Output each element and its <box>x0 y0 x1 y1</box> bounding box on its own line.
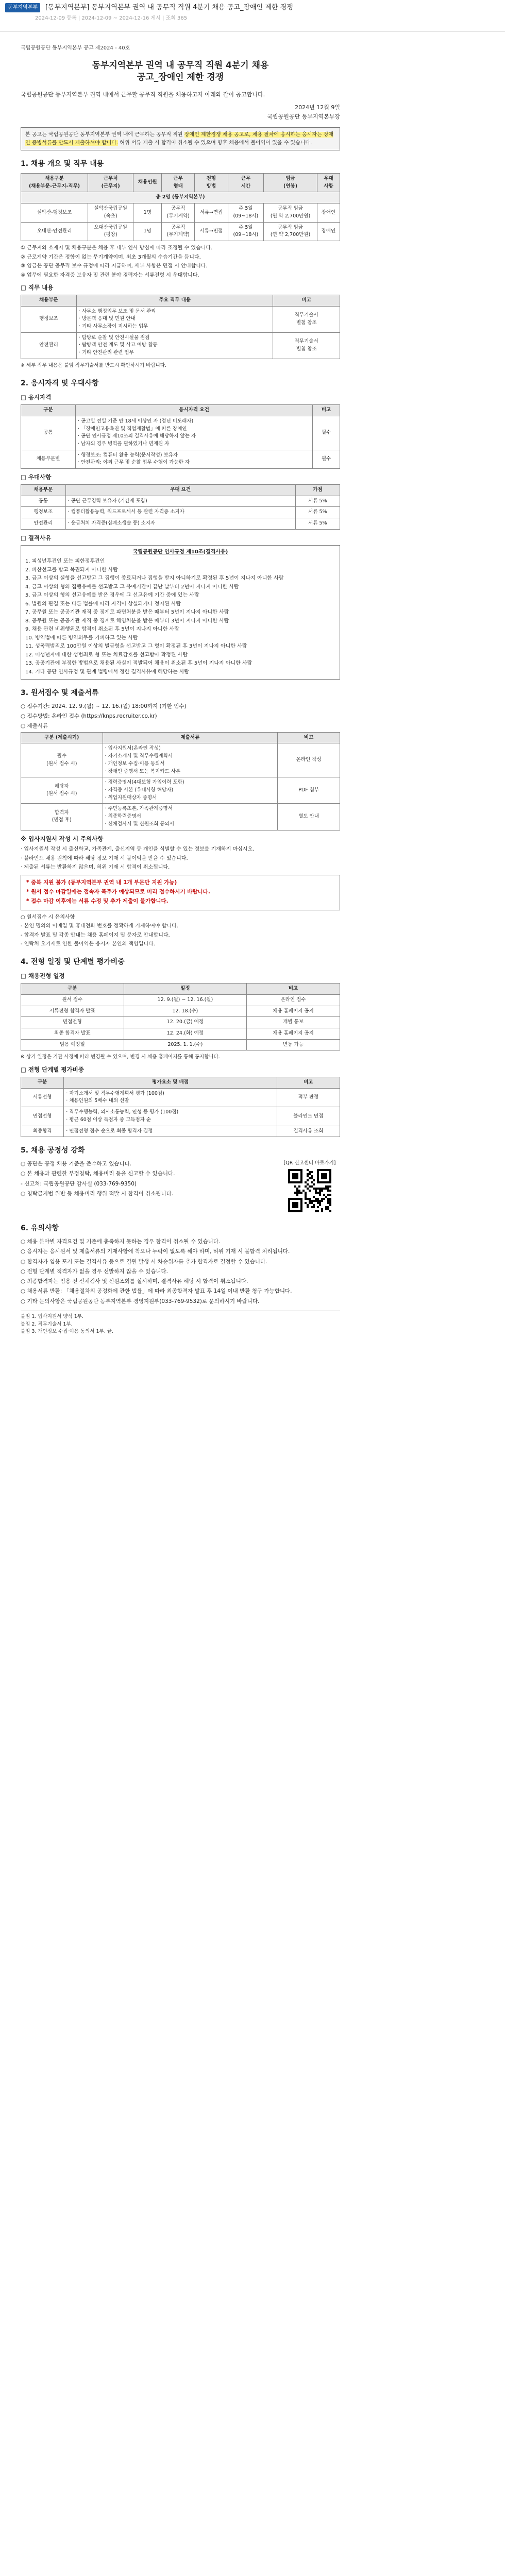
overview-header: 근무처 (근무지) <box>88 174 133 192</box>
post-meta: 2024-12-09 등록 | 2024-12-09 ~ 2024-12-16 게시 | 조회 365 <box>35 15 188 21</box>
sign-name: 국립공원공단 동부지역본부장 <box>267 113 340 120</box>
fairness-line: ○ 청탁금지법 위반 등 채용비리 행위 적발 시 합격이 취소됩니다. <box>21 1190 174 1197</box>
preference-header: 우대 요건 <box>65 484 295 496</box>
document-cell: 별도 안내 <box>278 804 340 830</box>
overview-cell: 1명 <box>133 222 162 241</box>
application-notes-title: ※ 입사지원서 작성 시 주의사항 <box>21 835 104 842</box>
schedule-note: ※ 상기 일정은 기관 사정에 따라 변경될 수 있으며, 변경 시 채용 홈페이지를 통해 공지합니다. <box>21 1054 220 1060</box>
preference-cell: · 공단 근무경력 보유자 (기간제 포함) <box>65 496 295 507</box>
requirement-cell: · 공고일 전일 기준 만 18세 이상인 자 (정년 미도래자) · 「장애인고용촉진 및 직업재활법」에 따른 장애인 · 공단 인사규정 제10조의 결격사유에 해당하지 않는 자 · 남자의 경우 병역을 필하였거나 면제된 자 <box>76 416 313 450</box>
evaluation-cell: 결격사유 조회 <box>277 1126 340 1137</box>
requirement-cell: 필수 <box>313 450 340 468</box>
notice-number: 국립공원공단 동부지역본부 공고 제2024 - 40호 <box>21 45 130 51</box>
caution-item: ○ 합격자가 임용 포기 또는 결격사유 등으로 결원 발생 시 차순위자를 추가 합격자로 결정할 수 있습니다. <box>21 1258 267 1265</box>
duty-cell: · 탐방로 순찰 및 안전시설물 점검 · 탐방객 안전 계도 및 사고 예방 활동 · 기타 안전관리 관련 업무 <box>76 332 273 359</box>
notice-title <box>21 60 340 84</box>
schedule-cell: 채용 홈페이지 공지 <box>247 1006 340 1017</box>
post-header <box>0 0 505 32</box>
disqualification-line: 8. 공무원 또는 공공기관 재직 중 징계로 해임처분을 받은 때부터 3년이 지나지 아니한 사람 <box>25 618 229 624</box>
disqualification-line: 13. 공공기관에 부정한 방법으로 채용된 사실이 적발되어 채용이 취소된 후 5년이 지나지 아니한 사람 <box>25 660 252 667</box>
overview-cell: 주 5일 (09~18시) <box>228 222 263 241</box>
application-bullets <box>21 702 340 731</box>
duty-header: 비고 <box>273 295 340 306</box>
schedule-cell: 서류전형 합격자 발표 <box>21 1006 124 1017</box>
fairness-row <box>21 1160 340 1215</box>
application-bullet: ○ 접수기간: 2024. 12. 9.(월) ~ 12. 16.(월) 18:00까지 (기한 엄수) <box>21 703 187 709</box>
caution-line: * 접수 마감 이후에는 서류 수정 및 추가 제출이 불가합니다. <box>26 898 169 905</box>
schedule-cell: 12. 20.(금) 예정 <box>124 1017 246 1028</box>
overview-cell: 1명 <box>133 204 162 222</box>
requirements-table <box>21 404 340 469</box>
overview-header: 채용구분 (채용부문-근무지-직무) <box>21 174 88 192</box>
section-2-title: 2. 응시자격 및 우대사항 <box>21 379 99 387</box>
duty-note: ※ 세부 직무 내용은 붙임 직무기술서를 반드시 확인하시기 바랍니다. <box>21 362 166 368</box>
evaluation-cell: · 면접전형 점수 순으로 최종 합격자 결정 <box>64 1126 277 1137</box>
schedule-cell: 12. 9.(월) ~ 12. 16.(월) <box>124 994 246 1006</box>
document-row <box>21 804 340 830</box>
overview-note: ① 근무지와 소재지 및 채용구분은 채용 후 내부 인사 방침에 따라 조정될 수 있습니다. <box>21 245 213 251</box>
duty-cell: 직무기술서 별첨 참조 <box>273 332 340 359</box>
schedule-cell: 면접전형 <box>21 1017 124 1028</box>
caution-item: ○ 전형 단계별 적격자가 없을 경우 선발하지 않을 수 있습니다. <box>21 1268 168 1275</box>
preference-row <box>21 496 340 507</box>
disqualification-title: □ 결격사유 <box>21 534 52 541</box>
evaluation-cell: 블라인드 면접 <box>277 1107 340 1126</box>
document-cell: 온라인 작성 <box>278 743 340 777</box>
requirement-header: 구분 <box>21 405 76 416</box>
requirement-row <box>21 416 340 450</box>
notice-signature <box>21 103 340 121</box>
preference-row <box>21 507 340 518</box>
warning-text-b: 허위 서류 제출 시 합격이 취소될 수 있으며 향후 채용에서 불이익이 있을 수 있습니다. <box>118 140 312 146</box>
caution-lines <box>21 1238 340 1306</box>
preference-cell: 공통 <box>21 496 66 507</box>
schedule-row <box>21 1017 340 1028</box>
duty-row <box>21 332 340 359</box>
overview-cell: 공무직 임금 (연 약 2,700만원) <box>264 204 317 222</box>
evaluation-cell: 최종합격 <box>21 1126 64 1137</box>
schedule-cell: 채용 홈페이지 공지 <box>247 1028 340 1040</box>
preference-header: 채용부문 <box>21 484 66 496</box>
document-row <box>21 743 340 777</box>
disqualification-line: 9. 채용 관련 비위행위로 합격이 취소된 후 5년이 지나지 아니한 사람 <box>25 626 179 633</box>
overview-cell: 설악산국립공원 (속초) <box>88 204 133 222</box>
schedule-row <box>21 1039 340 1050</box>
document-cell: 필수 (원서 접수 시) <box>21 743 103 777</box>
requirements-title: □ 응시자격 <box>21 394 52 401</box>
duty-cell: · 사무소 행정업무 보조 및 문서 관리 · 방문객 응대 및 민원 안내 · 기타 사무소장이 지시하는 업무 <box>76 306 273 332</box>
document-cell: 해당자 (원서 접수 시) <box>21 777 103 804</box>
evaluation-table <box>21 1077 340 1137</box>
schedule-header: 구분 <box>21 984 124 995</box>
schedule-row <box>21 1006 340 1017</box>
overview-cell: 장애인 <box>317 204 340 222</box>
disqualification-line: 11. 성폭력범죄로 100만원 이상의 벌금형을 선고받고 그 형이 확정된 후 3년이 지나지 아니한 사람 <box>25 643 247 650</box>
section-5-title: 5. 채용 공정성 강화 <box>21 1146 85 1155</box>
overview-cell: 주 5일 (09~18시) <box>228 204 263 222</box>
overview-header: 근무 형태 <box>162 174 195 192</box>
preference-header: 가점 <box>295 484 340 496</box>
schedule-title: □ 채용전형 일정 <box>21 972 65 980</box>
disqualification-line: 10. 병역법에 따른 병역의무를 기피하고 있는 사람 <box>25 635 138 641</box>
duty-cell: 안전관리 <box>21 332 77 359</box>
overview-cell: 공무직 (무기계약) <box>162 204 195 222</box>
preference-cell: · 컴퓨터활용능력, 워드프로세서 등 관련 자격증 소지자 <box>65 507 295 518</box>
evaluation-title: □ 전형 단계별 평가비중 <box>21 1066 84 1074</box>
evaluation-row <box>21 1107 340 1126</box>
overview-header: 전형 방법 <box>195 174 228 192</box>
evaluation-header: 구분 <box>21 1077 64 1088</box>
disqualification-line: 7. 공무원 또는 공공기관 재직 중 징계로 파면처분을 받은 때부터 5년이 지나지 아니한 사람 <box>25 609 229 616</box>
notice-document <box>21 44 340 1336</box>
overview-cell: 서류→면접 <box>195 222 228 241</box>
caution-line: * 원서 접수 마감일에는 접속자 폭주가 예상되므로 미리 접수하시기 바랍니다. <box>26 889 210 895</box>
overview-header: 임금 (연봉) <box>264 174 317 192</box>
evaluation-row <box>21 1088 340 1107</box>
overview-cell: 설악산-행정보조 <box>21 204 88 222</box>
document-cell: · 경력증명서(4대보험 가입이력 포함) · 자격증 사본 (우대사항 해당자) · 취업지원대상자 증명서 <box>103 777 278 804</box>
disqualification-box-title: 국립공원공단 인사규정 제10조(결격사유) <box>132 549 228 555</box>
qr-block[interactable] <box>279 1160 340 1215</box>
schedule-table <box>21 983 340 1050</box>
duty-cell: 직무기술서 별첨 참조 <box>273 306 340 332</box>
schedule-row <box>21 1028 340 1040</box>
overview-notes <box>21 244 340 279</box>
disqualification-line: 1. 피성년후견인 또는 피한정후견인 <box>25 558 105 565</box>
application-note: · 제출된 서류는 반환하지 않으며, 허위 기재 시 합격이 취소됩니다. <box>21 865 170 871</box>
warning-text-a: 본 공고는 국립공원공단 동부지역본부 권역 내에 근무하는 공무직 직원 <box>25 132 184 138</box>
overview-cell: 서류→면접 <box>195 204 228 222</box>
requirement-header: 비고 <box>313 405 340 416</box>
section-4-title: 4. 전형 일정 및 단계별 평가비중 <box>21 957 125 966</box>
disqualification-line: 5. 금고 이상의 형의 선고유예를 받은 경우에 그 선고유예 기간 중에 있는 사람 <box>25 592 199 599</box>
attachments-footnote <box>21 1311 340 1336</box>
document-cell: PDF 첨부 <box>278 777 340 804</box>
evaluation-row <box>21 1126 340 1137</box>
preference-title: □ 우대사항 <box>21 473 52 481</box>
application-bullet: ○ 제출서류 <box>21 723 48 730</box>
application-caution-box <box>21 875 340 910</box>
overview-note: ④ 업무에 필요한 자격증 보유자 및 관련 분야 경력자는 서류전형 시 우대합니다. <box>21 272 199 278</box>
disqualification-line: 2. 파산선고를 받고 복권되지 아니한 사람 <box>25 567 118 573</box>
duty-title: □ 직무 내용 <box>21 284 54 292</box>
application-extra-line: - 본인 명의의 이메일 및 휴대전화 번호를 정확하게 기재하여야 합니다. <box>21 923 178 929</box>
preference-cell: 서류 5% <box>295 496 340 507</box>
caution-item: ○ 채용서류 반환: 「채용절차의 공정화에 관한 법률」에 따라 최종합격자 발표 후 14일 이내 반환 청구 가능합니다. <box>21 1288 292 1295</box>
section-3-title: 3. 원서접수 및 제출서류 <box>21 689 99 698</box>
qr-code-icon[interactable] <box>288 1169 331 1212</box>
region-tag: 동부지역본부 <box>5 3 40 12</box>
post-title: [동부지역본부] 동부지역본부 권역 내 공무직 직원 4분기 채용 공고_장애인 제한 경쟁 <box>45 4 293 11</box>
evaluation-cell: · 자기소개서 및 직무수행계획서 평가 (100점) · 채용인원의 5배수 내외 선발 <box>64 1088 277 1107</box>
section-1-title: 1. 채용 개요 및 직무 내용 <box>21 160 104 168</box>
schedule-cell: 온라인 접수 <box>247 994 340 1006</box>
schedule-header: 일정 <box>124 984 246 995</box>
evaluation-cell: 서류전형 <box>21 1088 64 1107</box>
fairness-line: - 신고처: 국립공원공단 감사실 (033-769-9350) <box>21 1180 137 1187</box>
notice-title-line1: 동부지역본부 권역 내 공무직 직원 4분기 채용 <box>92 60 269 71</box>
attachment-line: 붙임 3. 개인정보 수집·이용 동의서 1부. 끝. <box>21 1329 113 1335</box>
caution-item: ○ 응시자는 응시원서 및 제출서류의 기재사항에 착오나 누락이 없도록 해야 하며, 허위 기재 시 불합격 처리됩니다. <box>21 1248 290 1255</box>
preference-cell: 서류 5% <box>295 518 340 530</box>
notice-intro: 국립공원공단 동부지역본부 권역 내에서 근무할 공무직 직원을 채용하고자 아래와 같이 공고합니다. <box>21 91 265 98</box>
disqualification-line: 3. 금고 이상의 실형을 선고받고 그 집행이 종료되거나 집행을 받지 아니하기로 확정된 후 5년이 지나지 아니한 사람 <box>25 575 284 582</box>
application-bullet: ○ 접수방법: 온라인 접수 (https://knps.recruiter.co.kr) <box>21 713 157 720</box>
overview-note: ② 근로계약 기간은 정함이 없는 무기계약이며, 최초 3개월의 수습기간을 둡니다. <box>21 254 201 260</box>
attachment-line: 붙임 2. 직무기술서 1부. <box>21 1321 73 1327</box>
warning-box <box>21 127 340 150</box>
documents-table <box>21 732 340 831</box>
caution-item: ○ 최종합격자는 임용 전 신체검사 및 신원조회를 실시하며, 결격사유 해당 시 합격이 취소됩니다. <box>21 1278 248 1285</box>
caution-item: ○ 기타 문의사항은 국립공원공단 동부지역본부 경영지원부(033-769-9532)로 문의하시기 바랍니다. <box>21 1298 260 1304</box>
document-cell: · 입사지원서(온라인 작성) · 자기소개서 및 직무수행계획서 · 개인정보 수집·이용 동의서 · 장애인 증명서 또는 복지카드 사본 <box>103 743 278 777</box>
attachment-line: 붙임 1. 입사지원서 양식 1부. <box>21 1313 83 1319</box>
overview-group-cell: 총 2명 (동부지역본부) <box>21 192 340 204</box>
caution-line: * 중복 지원 불가 (동부지역본부 권역 내 1개 부문만 지원 가능) <box>26 879 177 886</box>
duty-row <box>21 306 340 332</box>
overview-row <box>21 204 340 222</box>
overview-group-row <box>21 192 340 204</box>
evaluation-cell: · 직무수행능력, 의사소통능력, 인성 등 평가 (100점) · 평균 60점 이상 득점자 중 고득점자 순 <box>64 1107 277 1126</box>
fairness-lines <box>21 1160 273 1199</box>
fairness-line: ○ 본 채용과 관련한 부정청탁, 채용비리 등을 신고할 수 있습니다. <box>21 1171 175 1177</box>
application-extra-notes <box>21 913 340 948</box>
overview-row <box>21 222 340 241</box>
overview-header: 채용인원 <box>133 174 162 192</box>
overview-cell: 장애인 <box>317 222 340 241</box>
application-notes <box>21 845 340 872</box>
overview-cell: 공무직 임금 (연 약 2,700만원) <box>264 222 317 241</box>
overview-header: 근무 시간 <box>228 174 263 192</box>
preference-cell: 안전관리 <box>21 518 66 530</box>
application-note: · 블라인드 채용 원칙에 따라 해당 정보 기재 시 불이익을 받을 수 있습니다. <box>21 855 188 861</box>
caution-item: ○ 채용 분야별 자격요건 및 기준에 충족하지 못하는 경우 합격이 취소될 수 있습니다. <box>21 1239 221 1245</box>
evaluation-cell: 적부 판정 <box>277 1088 340 1107</box>
overview-cell: 공무직 (무기계약) <box>162 222 195 241</box>
overview-note: ③ 임금은 공단 공무직 보수 규정에 따라 지급하며, 세부 사항은 면접 시 안내합니다. <box>21 263 208 269</box>
section-6-title: 6. 유의사항 <box>21 1224 59 1233</box>
evaluation-header: 비고 <box>277 1077 340 1088</box>
duty-header: 주요 직무 내용 <box>76 295 273 306</box>
application-extra-line: ○ 원서접수 시 유의사항 <box>21 914 75 920</box>
warning-highlight: 장애인 제한경쟁 채용 공고로, 채용 절차에 응시하는 응시자는 장애인 증빙서류를 반드시 제출하셔야 합니다. <box>25 132 334 146</box>
schedule-cell: 변동 가능 <box>247 1039 340 1050</box>
qr-caption: [QR 신고센터 바로가기] <box>283 1160 336 1166</box>
schedule-cell: 원서 접수 <box>21 994 124 1006</box>
disqualification-box <box>21 545 340 680</box>
schedule-cell: 개별 통보 <box>247 1017 340 1028</box>
application-extra-line: - 합격자 발표 및 각종 안내는 채용 홈페이지 및 문자로 안내합니다. <box>21 932 170 938</box>
schedule-cell: 최종 합격자 발표 <box>21 1028 124 1040</box>
requirement-cell: · 행정보조: 컴퓨터 활용 능력(문서작성) 보유자 · 안전관리: 야외 근무 및 순찰 업무 수행이 가능한 자 <box>76 450 313 468</box>
document-row <box>21 777 340 804</box>
overview-cell: 오대산-안전관리 <box>21 222 88 241</box>
notice-title-line2: 공고_장애인 제한 경쟁 <box>137 72 224 83</box>
sign-date: 2024년 12월 9일 <box>295 104 340 111</box>
duty-table <box>21 295 340 359</box>
preference-row <box>21 518 340 530</box>
preference-cell: · 응급처치 자격증(심폐소생술 등) 소지자 <box>65 518 295 530</box>
requirement-row <box>21 450 340 468</box>
preference-table <box>21 484 340 530</box>
recruit-overview-table <box>21 173 340 241</box>
document-cell: · 주민등록초본, 가족관계증명서 · 최종학력증명서 · 신체검사서 및 신원조회 동의서 <box>103 804 278 830</box>
schedule-cell: 2025. 1. 1.(수) <box>124 1039 246 1050</box>
disqualification-line: 6. 법원의 판결 또는 다른 법률에 따라 자격이 상실되거나 정지된 사람 <box>25 601 181 607</box>
schedule-cell: 12. 24.(화) 예정 <box>124 1028 246 1040</box>
document-cell: 합격자 (면접 후) <box>21 804 103 830</box>
document-header: 비고 <box>278 732 340 743</box>
fairness-line: ○ 공단은 공정 채용 기준을 준수하고 있습니다. <box>21 1160 132 1167</box>
duty-header: 채용부문 <box>21 295 77 306</box>
document-header: 구분 (제출시기) <box>21 732 103 743</box>
application-note: · 입사지원서 작성 시 출신학교, 가족관계, 출신지역 등 개인을 식별할 수 있는 정보를 기재하지 마십시오. <box>21 846 255 853</box>
disqualification-line: 4. 금고 이상의 형의 집행유예를 선고받고 그 유예기간이 끝난 날부터 2년이 지나지 아니한 사람 <box>25 584 239 590</box>
overview-cell: 오대산국립공원 (평창) <box>88 222 133 241</box>
requirement-cell: 공통 <box>21 416 76 450</box>
preference-cell: 서류 5% <box>295 507 340 518</box>
schedule-header: 비고 <box>247 984 340 995</box>
evaluation-cell: 면접전형 <box>21 1107 64 1126</box>
duty-cell: 행정보조 <box>21 306 77 332</box>
document-header: 제출서류 <box>103 732 278 743</box>
schedule-cell: 임용 예정일 <box>21 1039 124 1050</box>
preference-cell: 행정보조 <box>21 507 66 518</box>
disqualification-line: 14. 기타 공단 인사규정 및 관계 법령에서 정한 결격사유에 해당하는 사람 <box>25 669 190 675</box>
requirement-cell: 채용부문별 <box>21 450 76 468</box>
schedule-cell: 12. 18.(수) <box>124 1006 246 1017</box>
requirement-cell: 필수 <box>313 416 340 450</box>
requirement-header: 응시자격 요건 <box>76 405 313 416</box>
overview-header: 우대 사항 <box>317 174 340 192</box>
evaluation-header: 평가요소 및 배점 <box>64 1077 277 1088</box>
disqualification-line: 12. 미성년자에 대한 성범죄로 형 또는 치료감호를 선고받아 확정된 사람 <box>25 652 188 658</box>
schedule-row <box>21 994 340 1006</box>
application-extra-line: - 연락처 오기재로 인한 불이익은 응시자 본인의 책임입니다. <box>21 941 155 947</box>
